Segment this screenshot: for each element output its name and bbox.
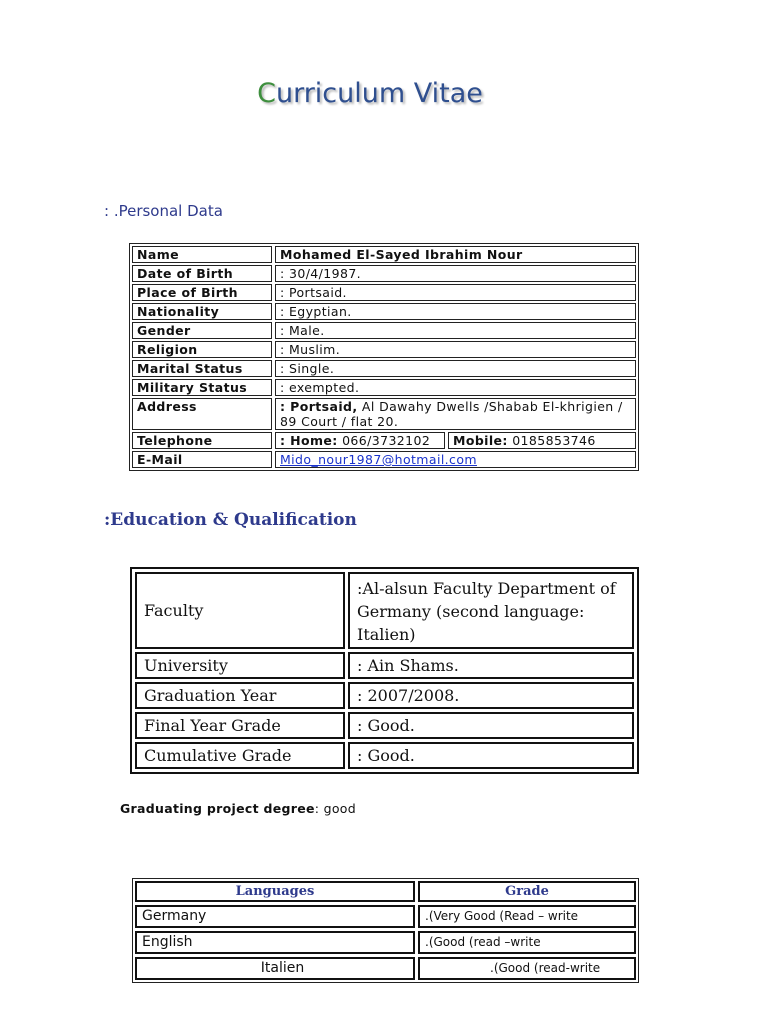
table-row [135, 712, 634, 739]
mobile-label: Mobile: [453, 433, 508, 448]
faculty-value: :Al-alsun Faculty Department of Germany (second language: Italien) [348, 572, 634, 649]
religion-label: Religion [132, 341, 272, 358]
address-city: : Portsaid, [280, 399, 358, 414]
name-label: Name [132, 246, 272, 263]
table-row [132, 360, 636, 377]
table-header-row [135, 881, 636, 902]
cumulative-grade-label: Cumulative Grade [135, 742, 345, 769]
gender-label: Gender [132, 322, 272, 339]
table-row [132, 379, 636, 396]
email-label: E-Mail [132, 451, 272, 468]
personal-data-heading: : .Personal Data [104, 202, 223, 220]
gender-value: : Male. [275, 322, 636, 339]
language-name: Italien [135, 957, 415, 980]
table-row [135, 957, 636, 980]
title-rest: urriculum Vitae [275, 78, 483, 109]
table-row [135, 682, 634, 709]
email-value [275, 451, 636, 468]
name-value: Mohamed El-Sayed Ibrahim Nour [275, 246, 636, 263]
language-name: Germany [135, 905, 415, 928]
final-grade-value: : Good. [348, 712, 634, 739]
title-initial: C [257, 78, 276, 109]
email-link[interactable]: Mido_nour1987@hotmail.com [280, 452, 477, 467]
education-heading: :Education & Qualification [104, 510, 357, 530]
grade-header: Grade [418, 881, 636, 902]
faculty-label: Faculty [135, 572, 345, 649]
table-row [132, 398, 636, 430]
address-line1: Al Dawahy Dwells /Shabab El-khrigien / [357, 399, 623, 414]
address-line2: 89 Court / flat 20. [280, 414, 399, 429]
table-row [135, 652, 634, 679]
cv-title [0, 78, 740, 109]
military-label: Military Status [132, 379, 272, 396]
languages-header: Languages [135, 881, 415, 902]
table-row [135, 931, 636, 954]
graduating-project [120, 801, 356, 816]
pob-label: Place of Birth [132, 284, 272, 301]
nationality-value: : Egyptian. [275, 303, 636, 320]
table-row [135, 905, 636, 928]
university-label: University [135, 652, 345, 679]
table-row [132, 341, 636, 358]
table-row [132, 303, 636, 320]
telephone-label: Telephone [132, 432, 272, 449]
home-label: : Home: [280, 433, 338, 448]
address-label: Address [132, 398, 272, 430]
pob-value: : Portsaid. [275, 284, 636, 301]
personal-data-table [129, 243, 639, 471]
table-row [132, 432, 636, 449]
table-row [135, 742, 634, 769]
language-grade: .(Very Good (Read – write [418, 905, 636, 928]
table-row [135, 572, 634, 649]
graduation-year-value: : 2007/2008. [348, 682, 634, 709]
nationality-label: Nationality [132, 303, 272, 320]
marital-label: Marital Status [132, 360, 272, 377]
language-name: English [135, 931, 415, 954]
cumulative-grade-value: : Good. [348, 742, 634, 769]
table-row [132, 451, 636, 468]
home-value: 066/3732102 [337, 433, 431, 448]
language-grade: .(Good (read –write [418, 931, 636, 954]
table-row [132, 322, 636, 339]
religion-value: : Muslim. [275, 341, 636, 358]
address-value [275, 398, 636, 430]
table-row [132, 246, 636, 263]
graduation-year-label: Graduation Year [135, 682, 345, 709]
graduating-project-label: Graduating project degree [120, 801, 315, 816]
education-table [130, 567, 639, 774]
table-row [132, 265, 636, 282]
home-phone [275, 432, 445, 449]
table-row [132, 284, 636, 301]
final-grade-label: Final Year Grade [135, 712, 345, 739]
language-grade: .(Good (read-write [418, 957, 636, 980]
mobile-phone [448, 432, 636, 449]
dob-value: : 30/4/1987. [275, 265, 636, 282]
dob-label: Date of Birth [132, 265, 272, 282]
graduating-project-value: : good [314, 801, 356, 816]
university-value: : Ain Shams. [348, 652, 634, 679]
military-value: : exempted. [275, 379, 636, 396]
mobile-value: 0185853746 [507, 433, 596, 448]
languages-table [132, 878, 639, 983]
marital-value: : Single. [275, 360, 636, 377]
